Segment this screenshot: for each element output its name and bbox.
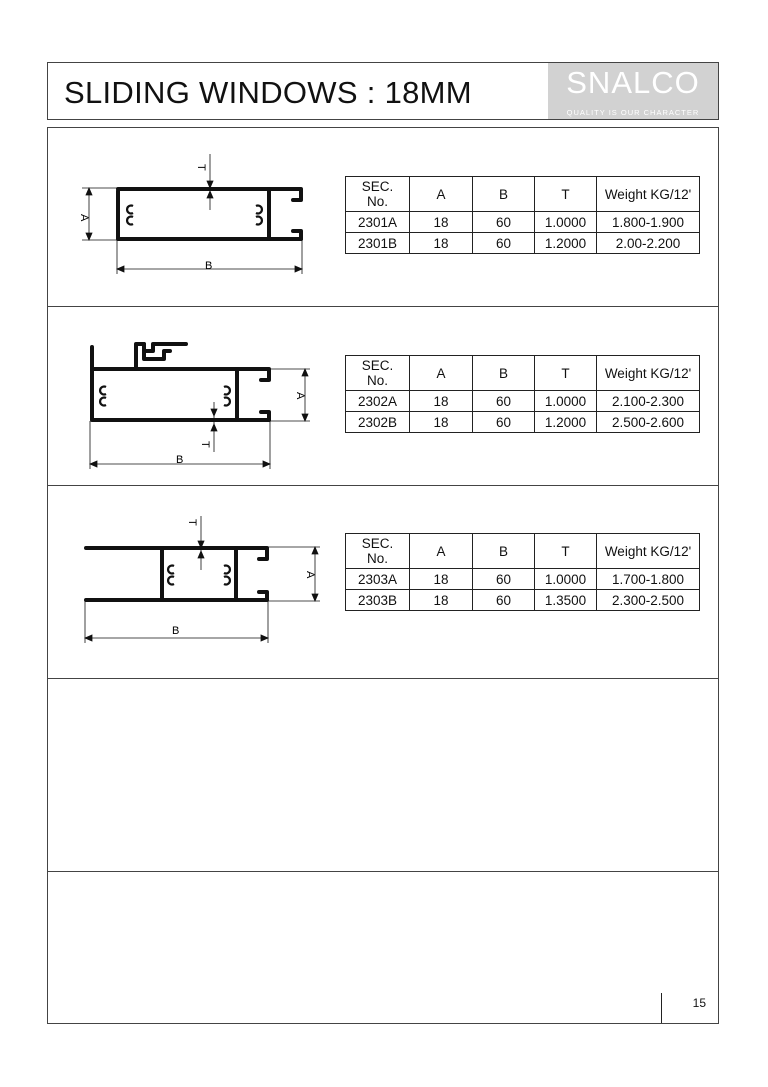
col-weight: Weight KG/12' [597,356,700,391]
dim-b-label: B [176,454,184,466]
profile-drawing-2303 [48,486,348,679]
profile-outline-top [86,548,267,559]
table-row: 2303A 18 60 1.0000 1.700-1.800 [346,569,700,590]
screw-port-left [168,566,174,585]
page-title: SLIDING WINDOWS : 18MM [64,75,472,110]
dim-a-label: A [304,571,316,579]
table-header-row [346,534,700,569]
spec-table-2302 [345,355,700,433]
col-t: T [535,177,597,212]
dim-b-label: B [205,260,213,272]
profile-section-2303 [47,485,719,678]
dim-t-label: T [199,441,211,448]
profile-section-2302 [47,306,719,485]
profile-section-2301 [47,127,719,306]
col-a: A [410,356,473,391]
spec-table-2303 [345,533,700,611]
dim-t-arrow [207,181,213,188]
col-weight: Weight KG/12' [597,177,700,212]
col-weight: Weight KG/12' [597,534,700,569]
profile-outline-bottom [92,347,269,420]
col-t: T [535,356,597,391]
profile-drawing-2302 [48,307,348,486]
screw-port-right [224,566,230,585]
profile-drawing-2301 [48,128,348,307]
table-header-row [346,356,700,391]
col-b: B [473,534,535,569]
col-b: B [473,177,535,212]
empty-section-1 [47,678,719,871]
table-row: 2303B 18 60 1.3500 2.300-2.500 [346,590,700,611]
dim-t-label: T [195,164,207,171]
table-header-row [346,177,700,212]
spec-table-2301 [345,176,700,254]
col-sec-no: SEC. No. [346,356,410,391]
brand-logo [548,63,718,119]
col-a: A [410,534,473,569]
page-number-rule [661,993,662,1023]
table-row: 2301A 18 60 1.0000 1.800-1.900 [346,212,700,233]
table-row: 2302B 18 60 1.2000 2.500-2.600 [346,412,700,433]
col-t: T [535,534,597,569]
screw-port-right [224,387,230,406]
col-a: A [410,177,473,212]
screw-port-left [100,387,106,406]
profile-outline-bottom [86,592,267,600]
col-b: B [473,356,535,391]
page-header [47,62,719,120]
profile-outline-top [92,369,269,380]
table-row: 2301B 18 60 1.2000 2.00-2.200 [346,233,700,254]
dim-a-label: A [78,214,90,222]
screw-port-left [127,206,133,225]
dim-a-label: A [294,392,306,400]
screw-port-right [256,206,262,225]
empty-section-2 [47,871,719,1024]
logo-text: SNALCO [566,65,700,100]
dim-t-label: T [186,519,198,526]
table-row: 2302A 18 60 1.0000 2.100-2.300 [346,391,700,412]
logo-tagline: QUALITY IS OUR CHARACTER [566,108,700,117]
col-sec-no: SEC. No. [346,177,410,212]
col-sec-no: SEC. No. [346,534,410,569]
dim-b-label: B [172,625,180,637]
page-number: 15 [692,996,706,1010]
